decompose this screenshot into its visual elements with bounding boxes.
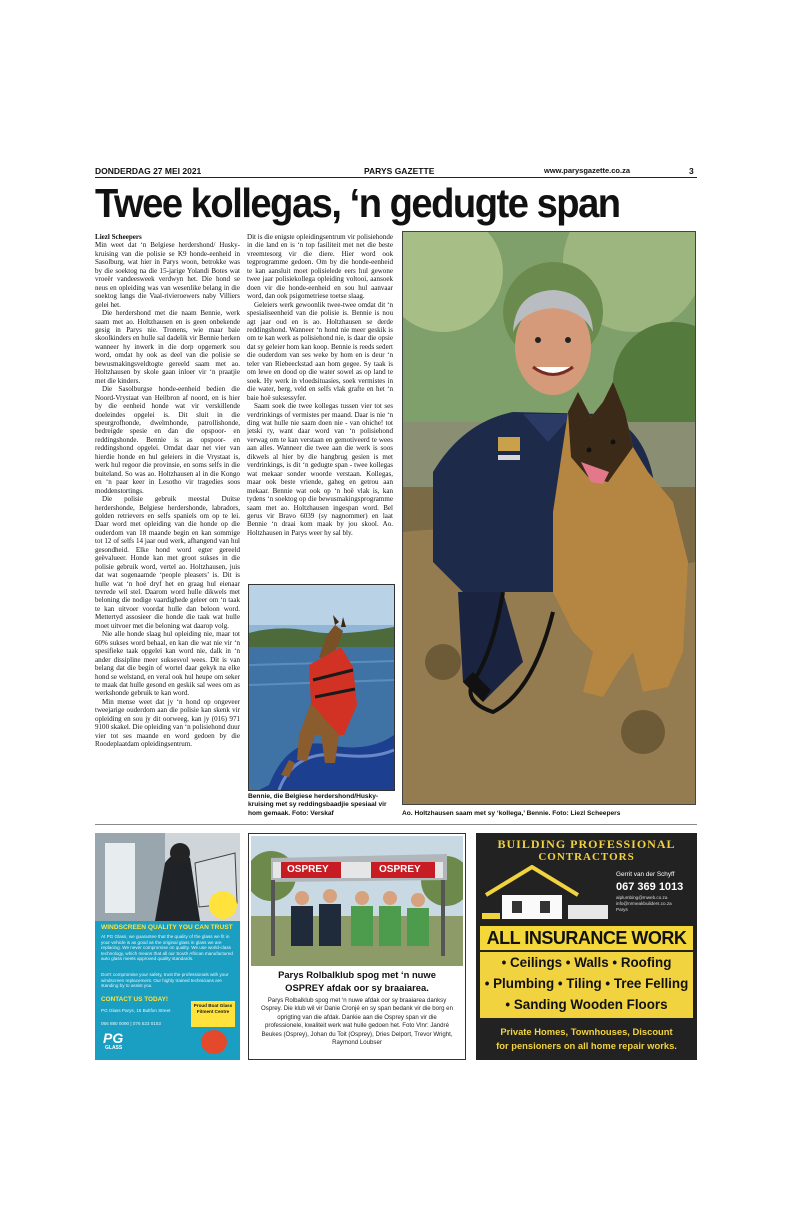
paragraph: Die herdershond met die naam Bennie, werk saam met ao. Holtzhausen en is geen onbekende gesig in Parys nie. Tronens, wie maar baie skoolkinders en hulle sal dadelik vir Bennie herken wanneer hy inwerk in die dorp opgemerk sou word, omdat hy ook as deel van die polisie se bewusmakingsveldtogte gereeld saam met ao. Holtzhausen by skole gaan inloer vir ‘n praatjie met die kinders. [95,309,240,385]
small-photo-caption: Bennie, die Belgiese herdershond/Husky-kruising met sy reddingsbaadjie spesiaal vir hom gemaak. Foto: Verskaf [248,793,387,817]
header-rule [95,177,697,178]
main-photo-caption: Ao. Holtzhausen saam met sy ‘kollega,’ Bennie. Foto: Liezl Scheepers [402,810,621,817]
osprey-body: Parys Rolbalklub spog met ‘n nuwe afdak oor sy braaiarea danksy Osprey. Die klub wil vir Danie Cronjé en sy span bedank vir die borg en oprigting van die afdak. Dankie aan die Osprey span vir die professionele, kwaliteit werk wat hulle gedoen het. Foto Vlnr: Jandré Beukes (Osprey), Johan du Toit (Osprey), Dries Delport, Trevor Wright, Raymond Loubser [261,997,453,1047]
paragraph: Saam soek die twee kollegas tussen vier tot ses verdrinkings of vermistes per maand. Daar is nie ‘n ding wat hulle nie saam doen nie - van ohiche! tot jetski ry, want daar word van ‘n polisiehond verwag om te kan verstaan en gemotiveerd te wees aan alles. Wanneer die twee aan die werk is soos dikwels al hier by die hangbrug gesien is met verdrinkings, is dit ‘n gedugte span - twee kollegas wat mekaar sonder woorde verstaan. Kollegas, maar ook beste vriende, gaheg en getrou aan mekaar. Bennie wat ook op ‘n hoë vlak is, kan tydens ‘n soektog op die bewusmakingsprogramme saam met ao. Holtzhausen ingespan word. Bel gerus vir Bravo 6039 (sy nagnommer) en laat Bennie ‘n draai kom maak by jou skool. Ao. Holtzhausen in Parys weer hy sal bly. [247,402,393,537]
dog-on-boat-image [249,585,394,790]
bpc-email-2[interactable]: info@nrmeakbuilders.co.za [616,901,672,906]
officer-and-dog-image [403,232,695,804]
pg-partner-badge: Proud Boat Glass Fitment Centre [191,1001,235,1027]
headline: Twee kollegas, ‘n gedugte span [95,180,620,226]
pg-phones[interactable]: 056 880 0090 | 076 523 0153 [101,1021,161,1026]
ad-pg-glass[interactable] [95,833,240,1060]
paragraph: Min weet dat ‘n Belgiese herdershond/ Husky-kruising van die polisie se K9 honde-eenheid in Sasolburg, wat hier in Parys woon, betrokke was by die soektog na die 15-jarige Yolandi Botes wat vroeër vandeesweek verdwyn het. Die hond se neus en opleiding was van wesenlike belang in die soektog langs die Vaal-rivieroewers naby Villiers gelei het. [95,241,240,309]
paragraph: Dit is die enigste opleidingsentrum vir polisiehonde in die land en is ‘n top fasiliteit met net die beste vreemtesorg vir die diere. Hier word ook tegprogramme gedoen. Om by die honde-eenheid te kan aansluit moet polisielede eers hul gewone twee jaar polisiekollega opleiding voltooi, aansoek doen vir die honde-eenheid en sou hul aanvaar word, dan ook psigometriese toetse slaag. [247,233,393,301]
osprey-heading-2: OSPREY afdak oor sy braaiarea. [285,982,429,993]
pg-logo: PG [103,1030,124,1046]
bpc-services-panel [480,952,693,1018]
rolbalklub-group-photo [251,836,463,966]
house-tools-icon [482,865,614,923]
bpc-email-1[interactable]: alplumbing@mweb.co.za [616,895,668,900]
paragraph: Min mense weet dat jy ‘n hond op ongeveer tweejarige ouderdom aan die polisie kan skenk vir opleiding en sou jy dit oorweeg, kan jy (016) 971 9100 skakel. Die opleiding van ‘n polisiehond duur vier tot ses maande en word gedoen by die Roodeplaatdam opleidingsentrum. [95,697,240,749]
photo-officer-and-dog [402,231,696,805]
osprey-banner-left: OSPREY [287,864,329,875]
paper-name: PARYS GAZETTE [364,166,435,176]
pg-ad-text-1: At PG Glass, we guarantee that the quality of the glass we fit in your vehicle is as good as the original glass in glass we are replacing. We never compromise on quality. We use world-class technology, which means that all our South African manufactured auto glass meets approved quality standards. [101,934,233,962]
bpc-service-line: • Plumbing • Tiling • Tree Felling [484,976,689,991]
warranty-seal-icon [201,1030,227,1054]
bpc-banner: ALL INSURANCE WORK [480,926,693,950]
bpc-footer-1: Private Homes, Townhouses, Discount [500,1026,673,1037]
bpc-contact-name: Gerrit van der Schyff [616,871,675,878]
pg-ad-title: WINDSCREEN QUALITY YOU CAN TRUST [101,924,233,931]
pg-logo-sub: GLASS [105,1045,123,1051]
bpc-service-line: • Sanding Wooden Floors [505,997,668,1012]
photo-dog-on-boat [248,584,395,791]
byline: Liezl Scheepers [95,233,142,241]
article-column-2 [247,233,393,578]
website[interactable]: www.parysgazette.co.za [544,166,631,175]
bpc-location: Parys [616,907,628,912]
ad-osprey [248,833,466,1060]
article-column-1 [95,233,240,820]
section-divider [95,824,697,825]
paragraph: Die Sasolburgse honde-eenheid bedien die Noord-Vrystaat van Heilbron af noord, en is hier by die eenheid honde wat vir verskillende doeleindes opgelei is. Dit sluit in die speurgrofhonde, dwelmhonde, patrollishonde, bedreigde spesie en dan die opspoor- en reddingshonde. Bennie is as opspoor- en reddingshond opgelei. Omdat daar net vier van hierdie honde en hul geleiers in die Vrystaat is, werk hul regoor die provinsie, en soms selfs in die buiteland. So was ao. Holtzhausen al in die Kongo en ‘n paar keer in Lesotho vir tragedies soos moddenstortings. [95,385,240,495]
ad-building-professional-contractors[interactable] [476,833,697,1060]
pg-ad-text-2: Don't compromise your safety, trust the professionals with your windscreen replacement. Our highly trained technicians are standing by to assist you. [101,972,229,989]
bpc-name-line-2: CONTRACTORS [538,851,635,863]
bpc-name-line-1: BUILDING PROFESSIONAL [497,837,676,851]
paragraph: Nie alle honde slaag hul opleiding nie, maar tot 60% sukses word behaal, en kan die wat nie vir ‘n spesifieke taak opgelei kan word nie, dalk in ‘n ander dissipline meer suksesvol wees. Dit is van belang dat die begin of wortel daar gekyk na elke hond se welstand, en veral ook hul heupe om seker te maak dat hulle gesond en geskik sal wees om as werkshonde gebruik te kan word. [95,630,240,698]
bpc-footer-2: for pensioners on all home repair works. [496,1040,677,1051]
bpc-contacts[interactable] [616,895,672,913]
windscreen-technician-image [95,833,240,921]
osprey-banner-right: OSPREY [379,864,421,875]
page-number: 3 [689,166,694,176]
bpc-phone[interactable]: 067 369 1013 [616,881,684,893]
paragraph: Geleiers werk gewoonlik twee-twee omdat dit ‘n spesialiseenheid van die polisie is. Bennie is nou agt jaar oud en is ao. Holtzhausen se derde reddingshond. Wanneer ‘n hond nie meer geskik is om te kan werk as polisiehond nie, is daar die opsie dat sy geleier hom kan koop. Bennie is reeds sedert die ouderdom van ses weke by hom en is deur ‘n teler van Riebeeckstad aan hom gegee. Sy taak is om lewe en dood op die water sowel as op land te soek. Hy werk in vloedsituasies, soek vermistes in die water, berg, veld en selfs vlak grafte en het ‘n baie hoë suksessyfer. [247,300,393,402]
paragraph: Die polisie gebruik meestal Duitse herdershonde, Belgiese herdershonde, labradors, golden retrievers en selfs spaniels om op te lei. Daar word met opleiding van die honde op die ouderdom van 18 maande begin en kan sommige tot 12 of selfs 14 jaar oud werk, afhangend van hul gesondheid. Elke hond word egter gereeld geëvalueer. Honde kan met groot sukses in die polisie gebruik word, vertel ao. Holtzhausen, juis dat wat sogenaamde ‘people pleasers’ is. Dit is hulle wat ‘n hoë dryf het en graag hul eienaar tevrede wil stel. Daarom word hulle dikwels met beloning die nodige vaardighede geleer om ‘n taak te kan uitvoer voordat hulle dan beloon word. Mettertyd assosieer die honde die taak wat hulle moet uitvoer met die beloning wat daarop volg. [95,495,240,630]
issue-date: DONDERDAG 27 MEI 2021 [95,166,202,176]
pg-address: PG Glass Parys, 15 Bultfon Street [101,1008,171,1013]
pg-contact-title: CONTACT US TODAY! [101,996,168,1003]
bpc-service-line: • Ceilings • Walls • Roofing [501,955,672,970]
osprey-heading-1: Parys Rolbalklub spog met ‘n nuwe [278,969,436,980]
